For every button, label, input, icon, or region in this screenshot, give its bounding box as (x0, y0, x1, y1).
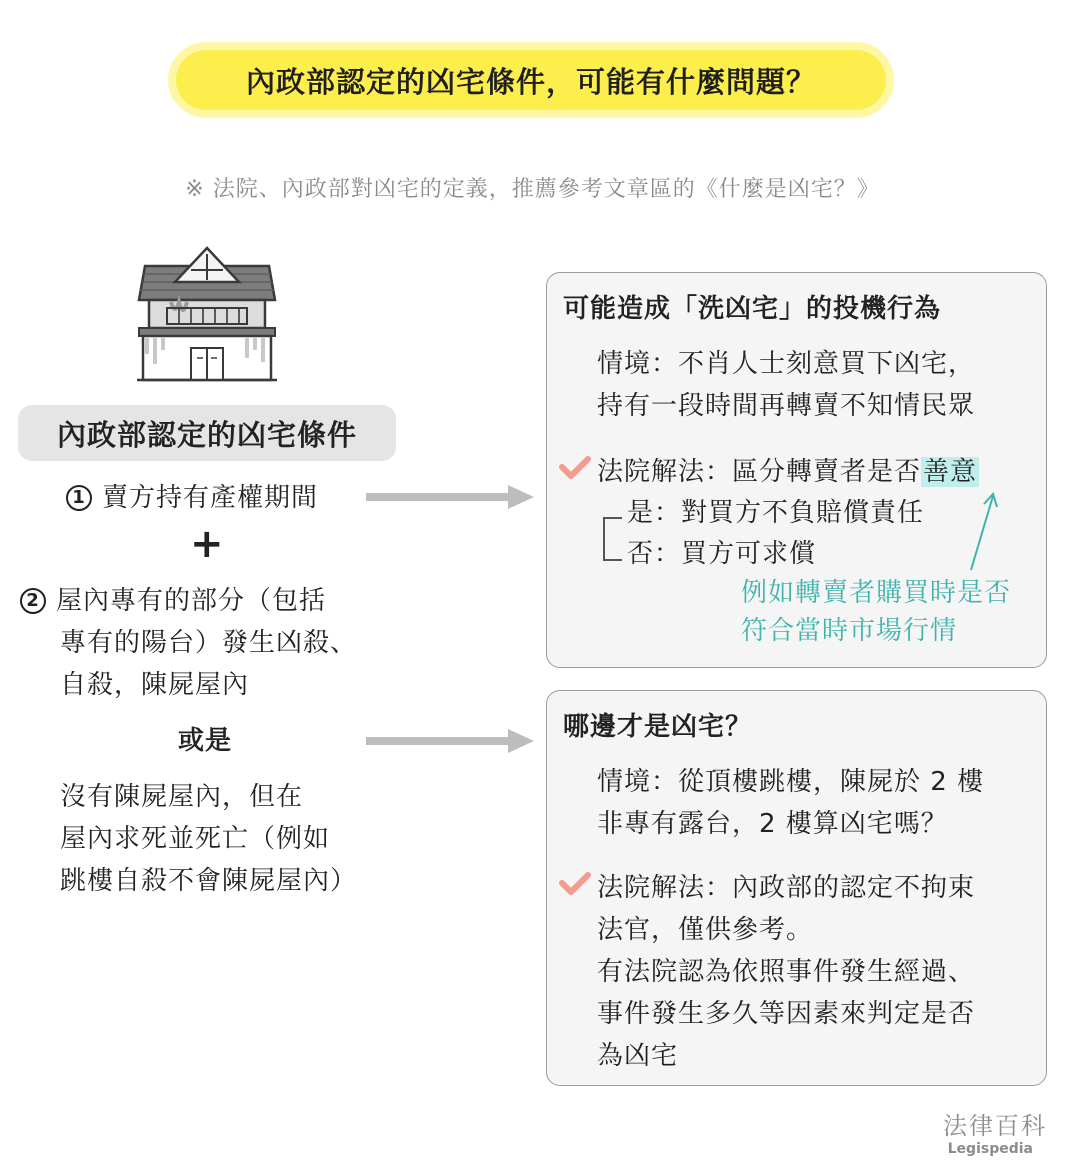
box2-ruling-line-2: 法官，僅供參考。 (597, 915, 814, 945)
box2-scenario-line-1: 情境：從頂樓跳樓，陳屍於 2 樓 (597, 767, 985, 797)
condition-2-number: 2 (20, 588, 46, 614)
check-mark-icon (559, 456, 591, 480)
box2-ruling-line-3: 有法院認為依照事件發生經過、 (597, 957, 976, 987)
or-label: 或是 (178, 726, 233, 756)
right-arrow-icon (366, 727, 536, 755)
condition-1-text: 賣方持有產權期間 (102, 483, 319, 513)
title-banner (168, 42, 894, 118)
box2-ruling-line-5: 為凶宅 (597, 1041, 679, 1071)
conditions-label: 內政部認定的凶宅條件 (18, 405, 396, 461)
right-arrow-icon (366, 483, 536, 511)
box1-scenario-line-1: 情境：不肖人士刻意買下凶宅， (597, 349, 976, 379)
condition-3-line-3: 跳樓自殺不會陳屍屋內） (60, 866, 358, 896)
speculation-box-title: 可能造成「洗凶宅」的投機行為 (563, 294, 942, 324)
where-box-title: 哪邊才是凶宅？ (563, 712, 753, 742)
page-title: 內政部認定的凶宅條件，可能有什麼問題？ (176, 50, 886, 110)
box2-scenario-line-2: 非專有露台，2 樓算凶宅嗎？ (597, 809, 948, 839)
pointer-arrow-icon (962, 490, 1002, 572)
condition-3-line-2: 屋內求死並死亡（例如 (60, 824, 331, 854)
condition-3-line-1: 沒有陳屍屋內，但在 (60, 782, 304, 812)
box2-ruling-line-4: 事件發生多久等因素來判定是否 (597, 999, 976, 1029)
condition-2-line-2: 專有的陽台）發生凶殺、 (60, 628, 358, 658)
plus-sign: + (190, 521, 224, 567)
box1-ruling: 法院解法：區分轉賣者是否善意 (597, 457, 978, 487)
good-faith-highlight: 善意 (923, 457, 978, 487)
box2-ruling-line-1: 法院解法：內政部的認定不拘束 (597, 873, 976, 903)
condition-2-line-3: 自殺，陳屍屋內 (60, 670, 250, 700)
logo-text: 法律百科 (943, 1112, 1047, 1140)
box1-no-line: 否：買方可求償 (627, 539, 817, 569)
check-mark-icon (559, 872, 591, 896)
logo-subtext: Legispedia (947, 1141, 1033, 1157)
bracket-icon (600, 512, 626, 566)
logo (943, 1106, 1047, 1157)
box1-note-line-2: 符合當時市場行情 (741, 616, 958, 646)
box1-scenario-line-2: 持有一段時間再轉賣不知情民眾 (597, 391, 976, 421)
box1-note-line-1: 例如轉賣者購買時是否 (741, 578, 1012, 608)
reference-note: ※ 法院、內政部對凶宅的定義，推薦參考文章區的《什麼是凶宅？》 (185, 177, 880, 202)
condition-1 (66, 477, 318, 519)
haunted-house-icon (135, 246, 279, 382)
condition-2-line-1: 2 屋內專有的部分（包括 (20, 580, 326, 622)
box1-yes-line: 是：對買方不負賠償責任 (627, 498, 925, 528)
condition-1-number: 1 (66, 485, 92, 511)
